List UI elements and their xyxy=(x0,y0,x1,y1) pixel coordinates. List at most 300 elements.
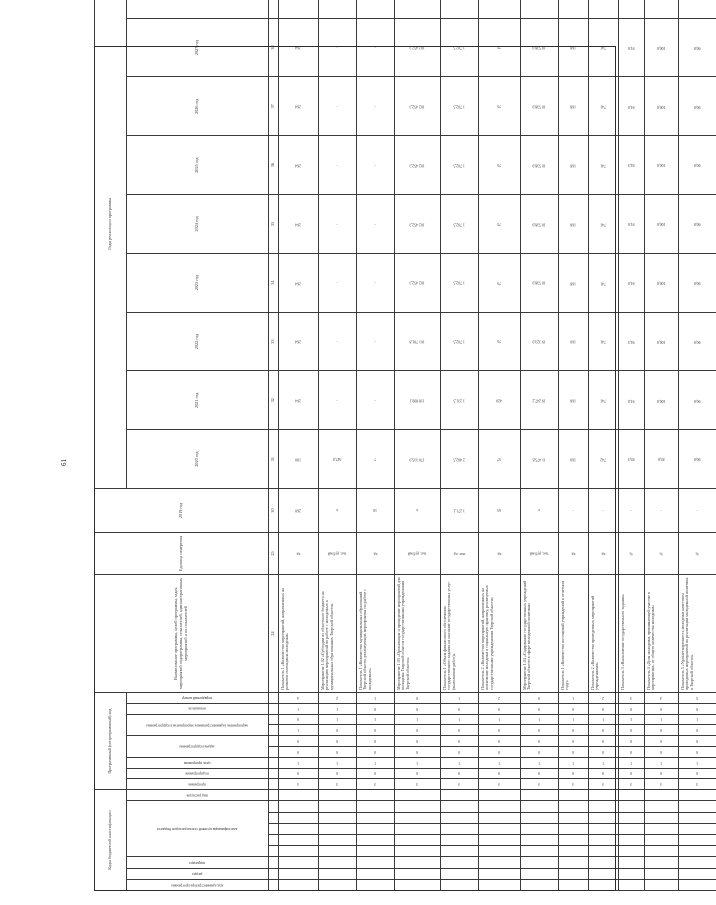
program-code-cell-text: 0 xyxy=(538,739,541,744)
code-cell xyxy=(356,869,394,880)
code-cell xyxy=(644,835,678,846)
row-year-value xyxy=(440,371,478,430)
program-code-cell-text: 0 xyxy=(630,750,633,755)
code-subheader xyxy=(126,790,268,801)
row-year-value xyxy=(588,430,618,489)
row-base-value xyxy=(678,489,716,533)
code-cell xyxy=(394,835,440,846)
code-cell xyxy=(440,801,478,812)
program-code-cell xyxy=(644,725,678,736)
code-cell xyxy=(478,813,520,824)
column-number: 30 xyxy=(268,489,278,533)
year-header: 2020 год xyxy=(126,430,268,489)
row-base-value-text: 10 xyxy=(373,508,378,513)
row-year-value-text: 264 xyxy=(295,222,302,227)
code-cell xyxy=(440,880,478,891)
program-code-cell xyxy=(318,779,356,790)
row-base-value xyxy=(356,489,394,533)
program-code-cell-text: 0 xyxy=(696,750,699,755)
code-cell xyxy=(318,790,356,801)
program-code-cell xyxy=(440,704,478,715)
row-year-value-text: 1 702,5 xyxy=(453,45,466,50)
code-cell xyxy=(588,880,618,891)
row-year-value-text: 10 538,0 xyxy=(532,104,547,109)
program-code-cell-text: 1 xyxy=(572,760,575,765)
row-year-value-text: 90,0 xyxy=(694,280,701,285)
program-code-cell xyxy=(440,779,478,790)
program-code-cell xyxy=(644,736,678,747)
column-number xyxy=(268,813,278,824)
row-name: Показатель 2 «Количество проведенных мероприятий учреждениями» xyxy=(588,575,618,693)
code-cell xyxy=(356,835,394,846)
program-code-cell xyxy=(520,736,558,747)
row-year-value xyxy=(618,313,644,372)
program-code-cell-text: 0 xyxy=(602,771,605,776)
row-year-value xyxy=(618,19,644,78)
row-year-value-text: 102 452,3 xyxy=(409,222,426,227)
row-year-value xyxy=(318,430,356,489)
program-code-cell xyxy=(478,704,520,715)
code-subheader xyxy=(126,801,268,857)
code-cell xyxy=(394,846,440,857)
program-code-cell-text: 0 xyxy=(630,728,633,733)
program-code-cell xyxy=(318,769,356,780)
program-code-cell xyxy=(520,747,558,758)
row-year-value-text: 100,0 xyxy=(657,104,666,109)
code-cell xyxy=(278,824,318,835)
program-code-cell-text: 0 xyxy=(416,706,419,711)
code-cell xyxy=(356,880,394,891)
program-code-cell xyxy=(440,769,478,780)
program-code-cell xyxy=(558,758,588,769)
row-year-value-text: 91,0 xyxy=(628,280,635,285)
program-code-cell xyxy=(678,758,716,769)
row-year-value xyxy=(318,136,356,195)
code-cell xyxy=(678,790,716,801)
row-year-value xyxy=(478,136,520,195)
program-code-cell xyxy=(644,758,678,769)
code-cell xyxy=(618,824,644,835)
program-code-cell-text: 0 xyxy=(602,739,605,744)
program-table xyxy=(94,39,701,891)
row-year-value xyxy=(678,19,716,78)
program-code-cell-text: 0 xyxy=(630,739,633,744)
row-year-value xyxy=(356,371,394,430)
row-year-value xyxy=(278,0,318,19)
row-year-value xyxy=(588,254,618,313)
program-code-cell-text: 0 xyxy=(696,739,699,744)
code-cell xyxy=(478,869,520,880)
program-code-cell-text: 0 xyxy=(336,771,339,776)
program-code-cell-text: 3 xyxy=(374,782,377,787)
program-code-cell xyxy=(478,736,520,747)
program-code-cell xyxy=(588,736,618,747)
row-year-value xyxy=(644,136,678,195)
row-year-value xyxy=(394,19,440,78)
row-year-value xyxy=(618,371,644,430)
row-base-value xyxy=(440,489,478,533)
row-year-value-text: - xyxy=(336,163,339,168)
column-number: 35 xyxy=(268,195,278,254)
program-code-cell-text: 1 xyxy=(336,760,339,765)
row-year-value xyxy=(440,136,478,195)
program-code-cell-text: 0 xyxy=(458,706,461,711)
row-year-value-text: 90,0 xyxy=(694,163,701,168)
program-code-cell-text: 0 xyxy=(630,771,633,776)
row-year-value-text: 91,0 xyxy=(628,398,635,403)
program-code-cell xyxy=(478,693,520,704)
row-year-value-text: 1 702,5 xyxy=(453,280,466,285)
program-code-cell xyxy=(278,693,318,704)
code-cell xyxy=(394,801,440,812)
program-code-cell-text: 0 xyxy=(572,771,575,776)
row-year-value xyxy=(394,77,440,136)
row-year-value xyxy=(394,313,440,372)
program-code-cell-text: 1 xyxy=(696,760,699,765)
code-cell xyxy=(440,790,478,801)
row-year-value-text: 75 xyxy=(497,222,502,227)
row-year-value-text: - xyxy=(336,339,339,344)
code-cell xyxy=(440,857,478,868)
program-code-cell-text: 0 xyxy=(416,771,419,776)
program-code-cell xyxy=(678,769,716,780)
row-year-value xyxy=(520,430,558,489)
row-year-value xyxy=(478,430,520,489)
program-code-cell-text: 0 xyxy=(572,706,575,711)
program-code-cell-text: 0 xyxy=(538,750,541,755)
row-year-value xyxy=(618,136,644,195)
program-subheader xyxy=(126,769,268,780)
row-year-value-text: 102 452,3 xyxy=(409,45,426,50)
program-subheader xyxy=(126,779,268,790)
code-cell xyxy=(440,813,478,824)
row-year-value xyxy=(678,371,716,430)
program-code-cell xyxy=(520,704,558,715)
row-unit xyxy=(558,533,588,575)
code-cell xyxy=(318,835,356,846)
row-year-value xyxy=(588,313,618,372)
row-year-value xyxy=(588,77,618,136)
program-code-cell-text: 0 xyxy=(498,771,501,776)
row-year-value xyxy=(318,313,356,372)
row-year-value-text: 92,5 xyxy=(628,339,635,344)
header-plan-values: Годы реализации программы xyxy=(94,0,126,489)
column-number xyxy=(268,835,278,846)
program-code-cell xyxy=(558,779,588,790)
code-cell xyxy=(318,869,356,880)
header-base-year: 2019 год xyxy=(94,489,268,533)
row-year-value xyxy=(520,371,558,430)
row-year-value xyxy=(440,254,478,313)
program-code-cell-text: 0 xyxy=(660,771,663,776)
program-code-cell xyxy=(394,725,440,736)
row-year-value xyxy=(644,254,678,313)
program-code-cell-text: 0 xyxy=(660,750,663,755)
column-number xyxy=(268,769,278,780)
row-year-value-text: 100,0 xyxy=(657,163,666,168)
row-year-value xyxy=(278,430,318,489)
row-name: Показатель 1 «Количество мероприятий, направленных на развитие потенциала молодежи» xyxy=(278,575,318,693)
code-cell xyxy=(678,801,716,812)
code-cell xyxy=(558,846,588,857)
row-year-value-text: 741 xyxy=(600,280,607,285)
program-code-cell-text: 3 xyxy=(297,782,300,787)
code-cell xyxy=(644,880,678,891)
row-year-value-text: 1 702,5 xyxy=(453,163,466,168)
program-code-cell xyxy=(356,725,394,736)
program-code-cell-text: 0 xyxy=(297,750,300,755)
column-number xyxy=(268,693,278,704)
row-year-value-text: 90,0 xyxy=(694,457,701,462)
program-code-cell-text: 0 xyxy=(416,750,419,755)
program-code-cell-text: 1 xyxy=(336,717,339,722)
row-year-value xyxy=(678,136,716,195)
code-cell xyxy=(356,824,394,835)
row-year-value-text: 101 701,8 xyxy=(409,339,426,344)
row-year-value xyxy=(318,371,356,430)
row-year-value-text: 168 xyxy=(570,45,577,50)
column-number xyxy=(268,880,278,891)
code-cell xyxy=(394,857,440,868)
year-header: 2027 год xyxy=(126,19,268,78)
column-number xyxy=(268,758,278,769)
row-year-value xyxy=(394,195,440,254)
program-code-cell xyxy=(440,725,478,736)
header-name: Наименование программы, целей программы, задач, мероприятий подпрограммы, показателей, административных мероприятий и их показателей xyxy=(94,575,268,693)
code-cell xyxy=(588,835,618,846)
program-code-cell-text: 0 xyxy=(538,771,541,776)
row-year-value-text: 57 xyxy=(497,457,502,462)
row-year-value-text: 741 xyxy=(600,398,607,403)
row-name: Показатель 5 «Удовлетворенность молодежи качеством проводимых мероприятий по реализации молодежной политики в Тверской области» xyxy=(678,575,716,693)
row-base-value-text: х xyxy=(336,508,339,513)
code-cell xyxy=(440,846,478,857)
row-year-value-text: 1 702,5 xyxy=(453,222,466,227)
row-year-value-text: 160 xyxy=(570,339,577,344)
row-base-value xyxy=(618,489,644,533)
column-number: 34 xyxy=(268,254,278,313)
program-subheader-text: мероприятие (административное мероприятие) подпрограммы xyxy=(146,723,249,728)
program-code-cell xyxy=(678,715,716,726)
row-year-value xyxy=(478,371,520,430)
row-year-value xyxy=(644,371,678,430)
row-year-value-text: 7 xyxy=(374,457,377,462)
row-year-value-text: 10 538,0 xyxy=(532,280,547,285)
code-cell xyxy=(644,813,678,824)
row-year-value-text: 75 xyxy=(497,104,502,109)
program-code-cell-text: 1 xyxy=(602,717,605,722)
program-code-cell-text: 0 xyxy=(374,706,377,711)
row-year-value xyxy=(520,313,558,372)
program-code-cell xyxy=(478,747,520,758)
code-cell xyxy=(356,801,394,812)
program-code-cell xyxy=(644,769,678,780)
row-year-value-text: - xyxy=(374,398,377,403)
row-year-value xyxy=(618,254,644,313)
code-cell xyxy=(558,880,588,891)
program-code-cell-text: 1 xyxy=(538,760,541,765)
code-cell xyxy=(588,790,618,801)
code-cell xyxy=(318,813,356,824)
row-year-value xyxy=(318,0,356,19)
program-code-cell xyxy=(440,747,478,758)
program-code-cell-text: 1 xyxy=(458,760,461,765)
row-year-value xyxy=(520,77,558,136)
row-year-value xyxy=(644,77,678,136)
code-cell xyxy=(356,846,394,857)
program-code-cell-text: 0 xyxy=(696,771,699,776)
program-code-cell-text: 0 xyxy=(572,739,575,744)
program-code-cell xyxy=(678,736,716,747)
column-number xyxy=(268,779,278,790)
program-code-cell-text: 1 xyxy=(602,760,605,765)
row-base-value xyxy=(278,489,318,533)
code-cell xyxy=(678,835,716,846)
row-year-value-text: 741 xyxy=(600,163,607,168)
program-code-cell xyxy=(278,715,318,726)
row-year-value xyxy=(356,430,394,489)
program-subheader xyxy=(126,704,268,715)
code-cell xyxy=(520,790,558,801)
program-code-cell xyxy=(588,769,618,780)
code-cell xyxy=(644,869,678,880)
row-unit xyxy=(618,533,644,575)
code-cell xyxy=(478,857,520,868)
program-code-cell xyxy=(478,725,520,736)
row-base-value xyxy=(558,489,588,533)
code-cell xyxy=(644,846,678,857)
code-subheader-text: раздел xyxy=(192,871,203,876)
code-cell xyxy=(678,813,716,824)
row-year-value xyxy=(478,77,520,136)
program-code-cell xyxy=(318,715,356,726)
document-sheet xyxy=(94,39,701,891)
row-year-value-text: 92,5 xyxy=(628,163,635,168)
program-code-cell xyxy=(318,747,356,758)
row-year-value xyxy=(440,77,478,136)
code-cell xyxy=(644,801,678,812)
row-year-value xyxy=(678,254,716,313)
code-cell xyxy=(278,846,318,857)
row-year-value-text: - xyxy=(336,104,339,109)
row-year-value-text: - xyxy=(374,339,377,344)
program-subheader xyxy=(126,736,268,758)
code-cell xyxy=(558,835,588,846)
program-code-cell xyxy=(520,779,558,790)
row-base-value-text: 260 xyxy=(295,508,302,513)
program-code-cell xyxy=(618,736,644,747)
code-cell xyxy=(394,824,440,835)
code-cell xyxy=(440,869,478,880)
row-year-value xyxy=(558,195,588,254)
row-year-value xyxy=(440,313,478,372)
column-number xyxy=(268,790,278,801)
code-cell xyxy=(678,880,716,891)
code-cell xyxy=(558,824,588,835)
row-year-value-text: 168 xyxy=(570,104,577,109)
program-code-cell xyxy=(394,747,440,758)
program-code-cell xyxy=(278,779,318,790)
row-year-value xyxy=(278,136,318,195)
row-year-value-text: - xyxy=(336,398,339,403)
row-year-value-text: 170 335,9 xyxy=(409,457,426,462)
row-year-value xyxy=(394,254,440,313)
row-year-value xyxy=(440,430,478,489)
code-cell xyxy=(520,846,558,857)
row-unit xyxy=(278,533,318,575)
row-year-value-text: 264 xyxy=(295,163,302,168)
row-year-value xyxy=(618,77,644,136)
row-name: Показатель 3 «Выполнение государственного задания» xyxy=(618,575,644,693)
row-year-value xyxy=(520,19,558,78)
code-cell xyxy=(618,801,644,812)
row-unit-text: ед. xyxy=(373,551,378,556)
program-code-cell xyxy=(520,758,558,769)
row-year-value-text: 100,0 xyxy=(657,339,666,344)
program-code-cell-text: 1 xyxy=(630,717,633,722)
program-code-cell-text: 1 xyxy=(297,760,300,765)
row-name: Показатель 1 «Объем финансового обеспечения государственного задания на оказание государственных услуг (выполнение работ)» xyxy=(440,575,478,693)
row-year-value-text: - xyxy=(374,222,377,227)
row-year-value xyxy=(478,195,520,254)
code-cell xyxy=(558,857,588,868)
code-cell xyxy=(558,869,588,880)
row-year-value xyxy=(644,430,678,489)
code-subheader-text: классификация целевой статьи расходов бюджета xyxy=(157,827,238,832)
program-code-cell-text: 0 xyxy=(297,771,300,776)
row-year-value xyxy=(440,0,478,19)
row-year-value-text: - xyxy=(374,45,377,50)
row-year-value xyxy=(318,254,356,313)
program-code-cell-text: 2 xyxy=(336,696,339,701)
row-unit-text: ед. xyxy=(571,551,576,556)
program-code-cell xyxy=(588,693,618,704)
program-code-cell xyxy=(318,704,356,715)
row-unit xyxy=(440,533,478,575)
program-code-cell xyxy=(278,725,318,736)
row-year-value-text: - xyxy=(336,222,339,227)
row-year-value xyxy=(394,136,440,195)
program-code-cell-text: 0 xyxy=(416,728,419,733)
row-year-value xyxy=(278,313,318,372)
year-header: 2026 год xyxy=(126,77,268,136)
row-year-value-text: 118 899,1 xyxy=(409,398,426,403)
row-year-value-text: 2 402,5 xyxy=(453,457,466,462)
column-number: 31 xyxy=(268,430,278,489)
row-year-value xyxy=(440,19,478,78)
program-code-cell-text: 1 xyxy=(297,728,300,733)
program-code-cell-text: 3 xyxy=(630,782,633,787)
code-cell xyxy=(318,857,356,868)
program-code-cell xyxy=(520,693,558,704)
code-cell xyxy=(278,869,318,880)
program-code-cell-text: 1 xyxy=(416,717,419,722)
program-code-cell-text: 1 xyxy=(630,760,633,765)
program-code-cell xyxy=(588,725,618,736)
program-code-cell-text: 1 xyxy=(660,760,663,765)
program-code-cell-text: 0 xyxy=(374,750,377,755)
program-code-cell xyxy=(356,779,394,790)
program-code-cell-text: 3 xyxy=(458,782,461,787)
program-code-cell-text: 4 xyxy=(660,696,663,701)
program-code-cell-text: 0 xyxy=(660,728,663,733)
code-cell xyxy=(278,813,318,824)
code-subheader-text: вид расходов xyxy=(186,793,209,798)
program-code-cell xyxy=(520,715,558,726)
code-cell xyxy=(618,869,644,880)
column-number xyxy=(268,869,278,880)
program-code-cell xyxy=(356,715,394,726)
